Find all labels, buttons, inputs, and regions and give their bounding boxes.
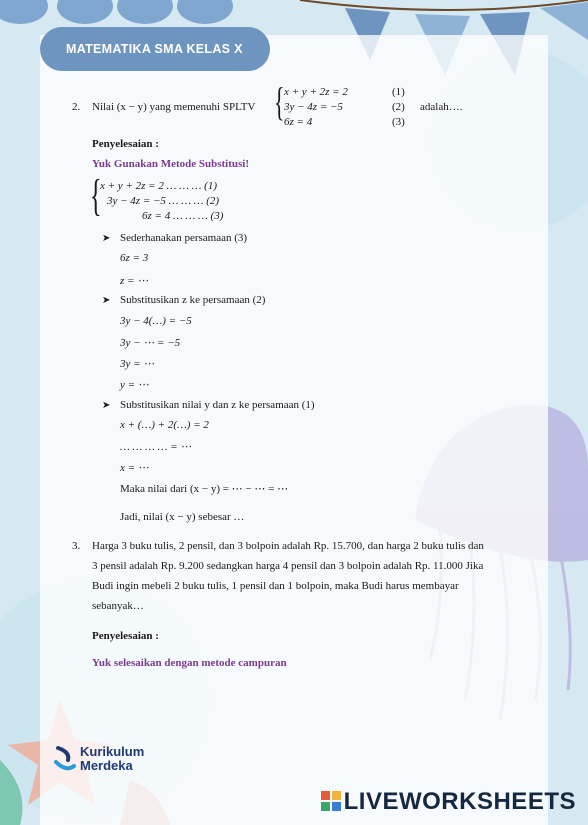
step-line: 3y − ⋯ = −5: [120, 337, 181, 349]
equation-number: (1): [392, 86, 405, 98]
step-line: 3y = ⋯: [120, 358, 155, 370]
equation: x + y + 2z = 2: [284, 86, 348, 98]
conclusion-line: Jadi, nilai (x − y) sebesar …: [120, 511, 245, 523]
equation: 6z = 4: [284, 116, 313, 128]
method-heading: Yuk Gunakan Metode Substitusi!: [92, 158, 250, 170]
method-heading: Yuk selesaikan dengan metode campuran: [92, 657, 287, 669]
solution-label: Penyelesaian :: [92, 138, 159, 150]
step-line: … … … … = ⋯: [120, 441, 192, 453]
question-text-line: Harga 3 buku tulis, 2 pensil, dan 3 bolpoin adalah Rp. 15.700, dan harga 2 buku tulis dan: [92, 540, 484, 552]
curriculum-logo-text: [80, 745, 144, 773]
equation-number: (2): [392, 101, 405, 113]
page-title-banner: [40, 27, 270, 71]
equation-number: (3): [392, 116, 405, 128]
step-line: x + (…) + 2(…) = 2: [120, 419, 209, 431]
question-suffix: adalah….: [420, 101, 463, 113]
page-title: MATEMATIKA SMA KELAS X: [66, 42, 243, 56]
brand-name: LIVEWORKSHEETS: [343, 788, 576, 815]
step-title: Substitusikan nilai y dan z ke persamaan (1): [120, 399, 315, 411]
step-line: z = ⋯: [120, 275, 149, 287]
curriculum-line: Kurikulum: [80, 744, 145, 759]
step-line: x = ⋯: [120, 462, 149, 474]
system-equation: x + y + 2z = 2 … … … (1): [100, 180, 217, 192]
step-line: 6z = 3: [120, 252, 149, 264]
question-text-line: Budi ingin mebeli 2 buku tulis, 1 pensil dan 1 bolpoin, maka Budi harus membayar: [92, 580, 459, 592]
kurikulum-merdeka-logo-icon: [52, 744, 78, 774]
step-line: y = ⋯: [120, 379, 149, 391]
step-title: Sederhanakan persamaan (3): [120, 232, 248, 244]
step-line: 3y − 4(…) = −5: [120, 315, 192, 327]
worksheet-page: [40, 35, 548, 825]
equation: 3y − 4z = −5: [284, 101, 343, 113]
question-number: 3.: [72, 540, 81, 552]
question-text: Nilai (x − y) yang memenuhi SPLTV: [92, 101, 256, 113]
arrow-bullet-icon: ➤: [102, 233, 111, 244]
question-text-line: sebanyak…: [92, 600, 144, 612]
system-equation: 3y − 4z = −5 … … … (2): [107, 195, 220, 207]
solution-label: Penyelesaian :: [92, 630, 159, 642]
step-title: Substitusikan z ke persamaan (2): [120, 294, 266, 306]
system-equation: 6z = 4 … … … (3): [142, 210, 224, 222]
arrow-bullet-icon: ➤: [102, 295, 111, 306]
system-brace: {: [274, 79, 285, 124]
liveworksheets-logo[interactable]: [321, 788, 576, 816]
system-brace: {: [90, 171, 102, 220]
question-number: 2.: [72, 101, 81, 113]
curriculum-line: Merdeka: [80, 758, 133, 773]
arrow-bullet-icon: ➤: [102, 400, 111, 411]
liveworksheets-emblem-icon: [321, 790, 341, 810]
result-line: Maka nilai dari (x − y) = ⋯ − ⋯ = ⋯: [120, 483, 289, 495]
question-text-line: 3 pensil adalah Rp. 9.200 sedangkan harga 4 pensil dan 3 bolpoin adalah Rp. 11.000 Jika: [92, 560, 484, 572]
